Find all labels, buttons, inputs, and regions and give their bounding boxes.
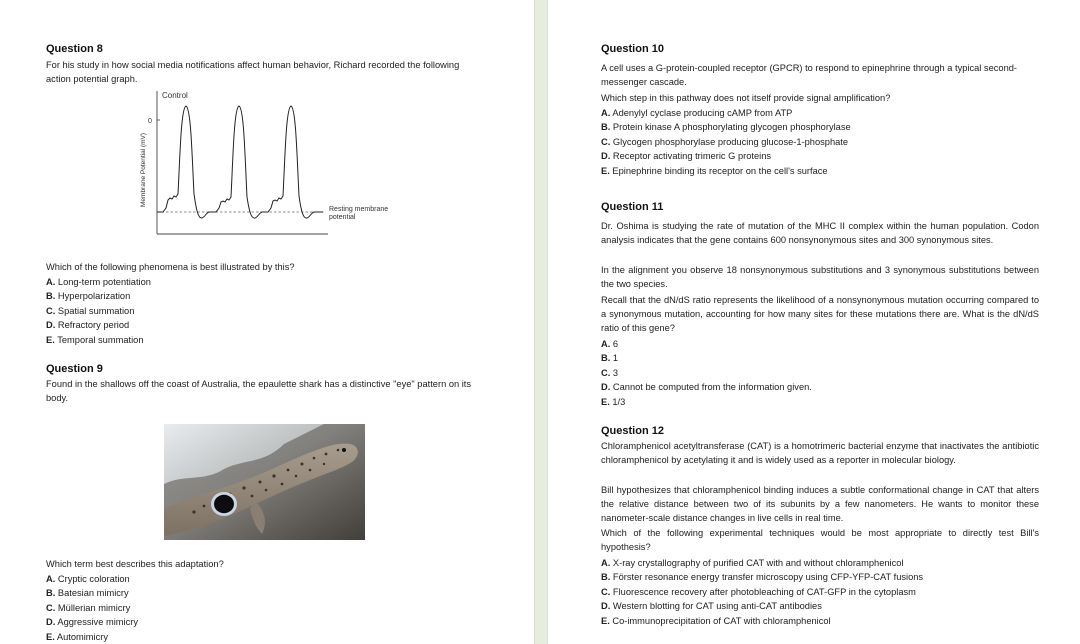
q9-option-b[interactable]: [46, 586, 138, 600]
option-letter: D.: [46, 617, 56, 628]
page-divider: [534, 0, 548, 644]
option-text: 6: [612, 339, 619, 349]
question-11-title: Question 11: [601, 201, 664, 213]
question-12-options: [601, 556, 923, 628]
option-letter: B.: [46, 588, 56, 599]
option-letter: C.: [46, 602, 56, 613]
q8-option-a[interactable]: [46, 275, 151, 289]
graph-title: Control: [162, 91, 188, 100]
resting-potential-label-line2: potential: [329, 214, 356, 221]
option-text: Hyperpolarization: [57, 291, 131, 302]
option-letter: D.: [601, 151, 611, 162]
option-letter: E.: [46, 631, 55, 642]
q11-option-c[interactable]: [601, 366, 812, 380]
option-text: Long-term potentiation: [57, 277, 151, 287]
option-text: Adenylyl cyclase producing cAMP from ATP: [612, 108, 793, 118]
option-letter: C.: [601, 136, 611, 147]
question-8-options: [46, 275, 151, 347]
question-12-para-3: Which of the following experimental techniques would be most appropriate to directly test Bill's hypothesis?: [601, 528, 1039, 553]
q9-option-a[interactable]: [46, 572, 138, 586]
option-text: Müllerian mimicry: [57, 602, 131, 613]
q12-option-e[interactable]: [601, 614, 923, 628]
q11-option-e[interactable]: [601, 395, 812, 409]
q10-option-e[interactable]: [601, 164, 851, 178]
option-letter: B.: [601, 353, 611, 364]
question-10-stem: A cell uses a G-protein-coupled receptor (GPCR) to respond to epinephrine through a typical second-messenger cascade.: [601, 63, 1018, 88]
question-8-title: Question 8: [46, 43, 103, 55]
option-text: Förster resonance energy transfer microscopy using CFP-YFP-CAT fusions: [612, 572, 924, 583]
option-text: Western blotting for CAT using anti-CAT antibodies: [612, 601, 822, 612]
option-text: Automimicry: [56, 631, 109, 642]
option-letter: E.: [601, 396, 610, 407]
q12-option-b[interactable]: [601, 570, 923, 584]
question-9-options: [46, 572, 138, 644]
option-letter: D.: [601, 382, 611, 393]
question-9-title: Question 9: [46, 363, 103, 375]
q10-option-d[interactable]: [601, 149, 851, 163]
option-letter: B.: [601, 122, 611, 133]
option-text: Protein kinase A phosphorylating glycogen phosphorylase: [612, 122, 851, 133]
option-text: Receptor activating trimeric G proteins: [612, 151, 772, 162]
q11-option-b[interactable]: [601, 351, 812, 365]
q12-option-a[interactable]: [601, 556, 923, 570]
option-text: X-ray crystallography of purified CAT with and without chloramphenicol: [612, 558, 904, 568]
question-10-title: Question 10: [601, 43, 664, 55]
action-potential-trace: [157, 106, 323, 218]
option-text: Aggressive mimicry: [57, 617, 138, 628]
q12-option-d[interactable]: [601, 599, 923, 613]
question-8-stem: For his study in how social media notifications affect human behavior, Richard recorded the following action potential graph.: [46, 60, 460, 85]
option-text: Fluorescence recovery after photobleaching of CAT-GFP in the cytoplasm: [612, 586, 916, 597]
option-text: Epinephrine binding its receptor on the cell's surface: [612, 165, 828, 176]
q11-option-a[interactable]: [601, 337, 812, 351]
question-8-prompt: Which of the following phenomena is best illustrated by this?: [46, 262, 295, 272]
option-text: Cannot be computed from the information given.: [612, 382, 812, 393]
option-letter: A.: [46, 277, 56, 287]
question-10-options: [601, 106, 851, 178]
action-potential-graph: [136, 86, 406, 242]
option-letter: E.: [46, 334, 55, 345]
left-page: [0, 0, 534, 644]
q8-option-e[interactable]: [46, 333, 151, 347]
option-letter: C.: [601, 586, 611, 597]
option-letter: C.: [601, 367, 611, 378]
option-text: Glycogen phosphorylase producing glucose-1-phosphate: [612, 136, 849, 147]
option-text: Refractory period: [57, 320, 130, 331]
option-text: Temporal summation: [57, 334, 144, 345]
q10-option-a[interactable]: [601, 106, 851, 120]
option-letter: E.: [601, 615, 610, 626]
option-text: Co-immunoprecipitation of CAT with chloramphenicol: [612, 615, 831, 626]
option-letter: B.: [601, 572, 611, 583]
q8-option-b[interactable]: [46, 289, 151, 303]
option-text: 3: [612, 367, 619, 378]
q9-option-e[interactable]: [46, 630, 138, 644]
option-text: 1/3: [612, 396, 626, 407]
question-11-options: [601, 337, 812, 409]
option-text: Spatial summation: [57, 305, 135, 316]
graph-y-axis-label: Membrane Potential (mV): [140, 132, 147, 207]
option-letter: A.: [601, 108, 611, 118]
question-9-stem: Found in the shallows off the coast of Australia, the epaulette shark has a distinctive "eye" pattern on its body.: [46, 379, 472, 404]
resting-potential-label-line1: Resting membrane: [329, 206, 389, 213]
question-11-para-1: Dr. Oshima is studying the rate of mutation of the MHC II complex within the human population. Codon analysis indicates that the gene contains 600 nonsynonymous sites and 300 synonymous sites.: [601, 221, 1039, 246]
option-letter: A.: [601, 339, 611, 349]
graph-zero-tick-label: 0: [148, 118, 152, 125]
question-11-para-3: Recall that the dN/dS ratio represents the likelihood of a nonsynonymous mutation occurring compared to a synonymous mutation, accounting for how many sites for these mutations there are. What is the dN/dS ratio of this gene?: [601, 295, 1039, 334]
q9-option-d[interactable]: [46, 615, 138, 629]
q10-option-b[interactable]: [601, 120, 851, 134]
option-letter: D.: [46, 320, 56, 331]
option-letter: A.: [601, 558, 611, 568]
option-letter: A.: [46, 574, 56, 584]
question-9-prompt: Which term best describes this adaptation?: [46, 559, 224, 569]
option-text: Batesian mimicry: [57, 588, 129, 599]
epaulette-shark-photo: [164, 424, 365, 540]
question-11-para-2: In the alignment you observe 18 nonsynonymous substitutions and 3 synonymous substitutions between the two species.: [601, 265, 1039, 290]
option-letter: C.: [46, 305, 56, 316]
option-letter: B.: [46, 291, 56, 302]
q9-option-c[interactable]: [46, 601, 138, 615]
question-12-para-1: Chloramphenicol acetyltransferase (CAT) is a homotrimeric bacterial enzyme that inactivates the antibiotic chloramphenicol by acetylating it and is widely used as a reporter in molecular biology.: [601, 441, 1039, 466]
q10-option-c[interactable]: [601, 135, 851, 149]
option-letter: D.: [601, 601, 611, 612]
option-text: 1: [612, 353, 619, 364]
option-text: Cryptic coloration: [57, 574, 130, 584]
option-letter: E.: [601, 165, 610, 176]
q8-option-d[interactable]: [46, 318, 151, 332]
question-12-title: Question 12: [601, 425, 664, 437]
q8-option-c[interactable]: [46, 304, 151, 318]
q11-option-d[interactable]: [601, 380, 812, 394]
question-12-para-2: Bill hypothesizes that chloramphenicol binding induces a subtle conformational change in CAT that alters the relative distance between two of its subunits by a few nanometers. He wants to monitor these nanometer-scale distance changes in live cells in real time.: [601, 485, 1039, 524]
question-10-prompt: Which step in this pathway does not itself provide signal amplification?: [601, 93, 891, 103]
right-page: [548, 0, 1080, 644]
q12-option-c[interactable]: [601, 585, 923, 599]
